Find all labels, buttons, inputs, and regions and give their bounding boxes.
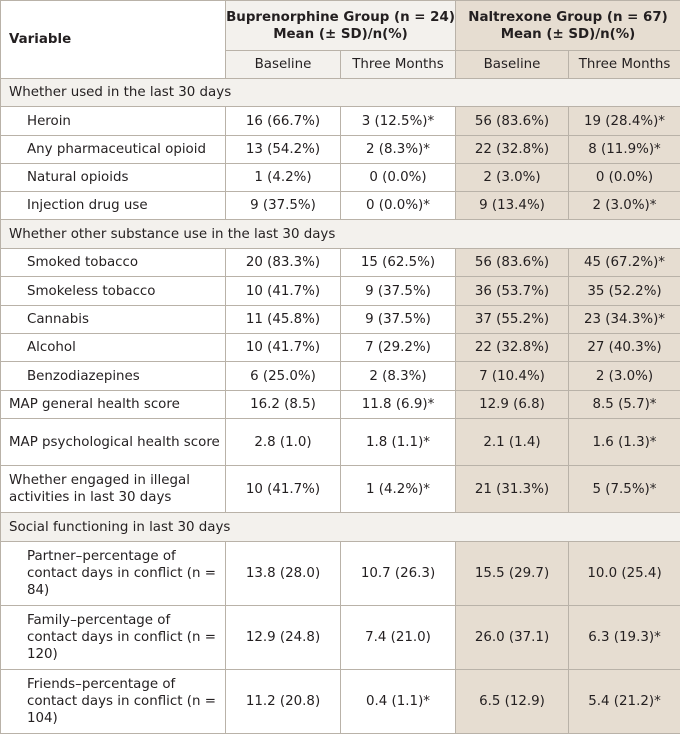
nal-baseline-cell: 21 (31.3%) (456, 466, 569, 513)
row-label: Friends–percentage of contact days in conflict (n = 104) (1, 670, 226, 734)
table-row (1, 249, 680, 277)
bup-baseline-cell: 1 (4.2%) (226, 164, 341, 192)
section-used-30-days: Whether used in the last 30 days (1, 79, 680, 107)
nal-baseline-cell: 56 (83.6%) (456, 249, 569, 277)
nal-baseline-cell: 2.1 (1.4) (456, 419, 569, 466)
row-label: Whether engaged in illegal activities in last 30 days (1, 466, 226, 513)
nal-three-months-cell: 35 (52.2%) (569, 277, 680, 306)
bup-baseline-cell: 11 (45.8%) (226, 306, 341, 334)
nal-three-months-cell: 19 (28.4%)* (569, 107, 680, 136)
section-social-functioning: Social functioning in last 30 days (1, 513, 680, 542)
bup-baseline-cell: 10 (41.7%) (226, 466, 341, 513)
bup-three-months-cell: 1.8 (1.1)* (341, 419, 456, 466)
bup-baseline-cell: 10 (41.7%) (226, 277, 341, 306)
nal-three-months-cell: 5 (7.5%)* (569, 466, 680, 513)
nal-three-months-cell: 10.0 (25.4) (569, 542, 680, 606)
row-label: MAP psychological health score (1, 419, 226, 466)
row-label: Cannabis (1, 306, 226, 334)
bup-baseline-cell: 11.2 (20.8) (226, 670, 341, 734)
nal-baseline-cell: 2 (3.0%) (456, 164, 569, 192)
table-row (1, 670, 680, 734)
table-row (1, 192, 680, 220)
naltrexone-group-stat: Mean (± SD)/n(%) (500, 26, 636, 42)
nal-baseline-cell: 36 (53.7%) (456, 277, 569, 306)
row-label: Benzodiazepines (1, 362, 226, 391)
nal-baseline-cell: 22 (32.8%) (456, 136, 569, 164)
bup-baseline-header: Baseline (226, 51, 341, 79)
nal-three-months-cell: 27 (40.3%) (569, 334, 680, 362)
nal-baseline-cell: 6.5 (12.9) (456, 670, 569, 734)
bup-three-months-cell: 1 (4.2%)* (341, 466, 456, 513)
row-label: Heroin (1, 107, 226, 136)
table-row (1, 362, 680, 391)
row-label: Smokeless tobacco (1, 277, 226, 306)
nal-baseline-cell: 22 (32.8%) (456, 334, 569, 362)
nal-three-months-cell: 0 (0.0%) (569, 164, 680, 192)
row-label: MAP general health score (1, 391, 226, 419)
bup-baseline-cell: 13.8 (28.0) (226, 542, 341, 606)
bup-baseline-cell: 13 (54.2%) (226, 136, 341, 164)
bup-three-months-cell: 2 (8.3%) (341, 362, 456, 391)
buprenorphine-group-header (226, 1, 456, 51)
bup-baseline-cell: 16 (66.7%) (226, 107, 341, 136)
bup-three-months-cell: 15 (62.5%) (341, 249, 456, 277)
table-row (1, 164, 680, 192)
bup-three-months-cell: 3 (12.5%)* (341, 107, 456, 136)
nal-three-months-cell: 6.3 (19.3)* (569, 606, 680, 670)
bup-baseline-cell: 2.8 (1.0) (226, 419, 341, 466)
variable-header: Variable (1, 1, 226, 79)
nal-baseline-cell: 26.0 (37.1) (456, 606, 569, 670)
table-row (1, 542, 680, 606)
nal-three-months-header: Three Months (569, 51, 680, 79)
row-label: Natural opioids (1, 164, 226, 192)
bup-three-months-cell: 9 (37.5%) (341, 306, 456, 334)
bup-baseline-cell: 16.2 (8.5) (226, 391, 341, 419)
nal-three-months-cell: 23 (34.3%)* (569, 306, 680, 334)
table-row (1, 466, 680, 513)
table-row (1, 334, 680, 362)
bup-three-months-cell: 7.4 (21.0) (341, 606, 456, 670)
bup-baseline-cell: 10 (41.7%) (226, 334, 341, 362)
bup-three-months-cell: 0 (0.0%)* (341, 192, 456, 220)
nal-three-months-cell: 8.5 (5.7)* (569, 391, 680, 419)
nal-baseline-header: Baseline (456, 51, 569, 79)
bup-baseline-cell: 6 (25.0%) (226, 362, 341, 391)
bup-baseline-cell: 12.9 (24.8) (226, 606, 341, 670)
bup-three-months-cell: 11.8 (6.9)* (341, 391, 456, 419)
row-label: Partner–percentage of contact days in conflict (n = 84) (1, 542, 226, 606)
bup-three-months-header: Three Months (341, 51, 456, 79)
table-row (1, 306, 680, 334)
nal-three-months-cell: 2 (3.0%) (569, 362, 680, 391)
row-label: Any pharmaceutical opioid (1, 136, 226, 164)
table-row (1, 419, 680, 466)
buprenorphine-group-title: Buprenorphine Group (n = 24) (226, 9, 455, 25)
bup-three-months-cell: 0 (0.0%) (341, 164, 456, 192)
nal-three-months-cell: 8 (11.9%)* (569, 136, 680, 164)
nal-baseline-cell: 12.9 (6.8) (456, 391, 569, 419)
row-label: Alcohol (1, 334, 226, 362)
nal-baseline-cell: 7 (10.4%) (456, 362, 569, 391)
bup-three-months-cell: 2 (8.3%)* (341, 136, 456, 164)
nal-baseline-cell: 15.5 (29.7) (456, 542, 569, 606)
bup-three-months-cell: 9 (37.5%) (341, 277, 456, 306)
nal-three-months-cell: 1.6 (1.3)* (569, 419, 680, 466)
row-label: Family–percentage of contact days in conflict (n = 120) (1, 606, 226, 670)
bup-three-months-cell: 0.4 (1.1)* (341, 670, 456, 734)
table-row (1, 391, 680, 419)
naltrexone-group-header (456, 1, 680, 51)
section-other-substance-use: Whether other substance use in the last 30 days (1, 220, 680, 249)
bup-three-months-cell: 10.7 (26.3) (341, 542, 456, 606)
bup-baseline-cell: 9 (37.5%) (226, 192, 341, 220)
table-row (1, 136, 680, 164)
nal-baseline-cell: 37 (55.2%) (456, 306, 569, 334)
table-row (1, 277, 680, 306)
table-row (1, 606, 680, 670)
row-label: Injection drug use (1, 192, 226, 220)
nal-baseline-cell: 9 (13.4%) (456, 192, 569, 220)
nal-three-months-cell: 45 (67.2%)* (569, 249, 680, 277)
naltrexone-group-title: Naltrexone Group (n = 67) (468, 9, 668, 25)
nal-three-months-cell: 5.4 (21.2)* (569, 670, 680, 734)
bup-baseline-cell: 20 (83.3%) (226, 249, 341, 277)
nal-baseline-cell: 56 (83.6%) (456, 107, 569, 136)
bup-three-months-cell: 7 (29.2%) (341, 334, 456, 362)
row-label: Smoked tobacco (1, 249, 226, 277)
nal-three-months-cell: 2 (3.0%)* (569, 192, 680, 220)
table-row (1, 107, 680, 136)
buprenorphine-group-stat: Mean (± SD)/n(%) (273, 26, 408, 42)
